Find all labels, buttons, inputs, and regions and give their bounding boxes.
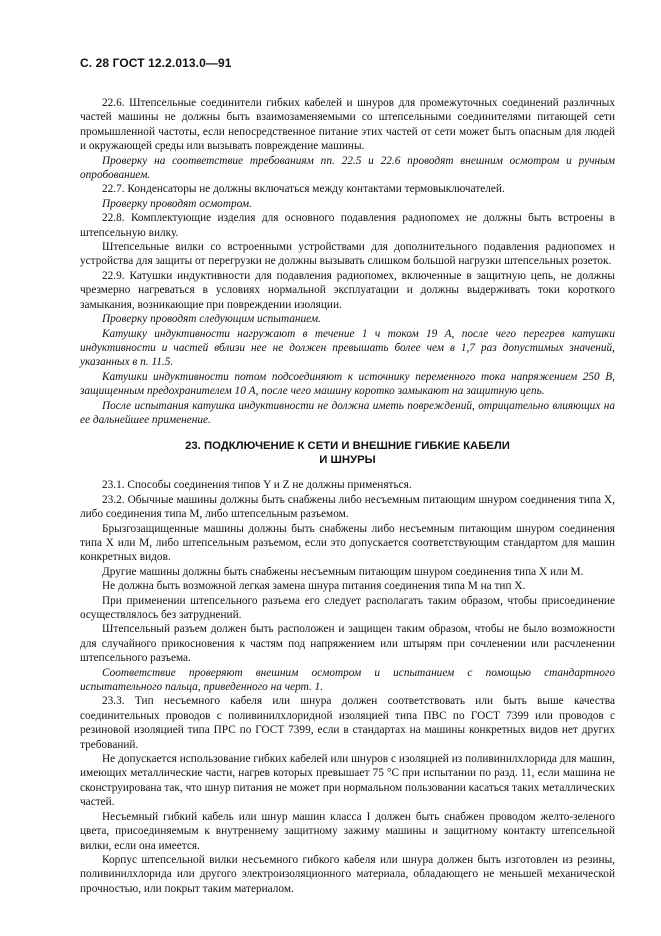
- paragraph: 22.8. Комплектующие изделия для основного подавления радиопомех не должны быть встроены в штепсельную вилку.: [80, 212, 615, 239]
- paragraph: Брызгозащищенные машины должны быть снабжены либо несъемным питающим шнуром соединения типа X или M, либо штепсельным разъемом, если это допускается соответствующим стандартом для машин конкретных видов.: [80, 522, 615, 564]
- section-heading-line-1: 23. ПОДКЛЮЧЕНИЕ К СЕТИ И ВНЕШНИЕ ГИБКИЕ КАБЕЛИ: [185, 440, 510, 453]
- paragraph: При применении штепсельного разъема его следует располагать таким образом, чтобы присоединение осуществлялось без затруднений.: [80, 594, 615, 621]
- test-method-paragraph: Катушку индуктивности нагружают в течение 1 ч током 19 А, после чего перегрев катушки индуктивности и частей вблизи нее не должен превышать более чем в 1,7 раз допустимых значений, указанных в п. 11.5.: [80, 327, 615, 369]
- paragraph: 22.7. Конденсаторы не должны включаться между контактами термовыключателей.: [102, 183, 505, 196]
- paragraph: 23.3. Тип несъемного кабеля или шнура должен соответствовать или быть выше качества соединительных проводов с поливинилхлоридной изоляцией типа ПВС по ГОСТ 7399 или проводов с резиновой изоляцией типа ПРС по ГОСТ 7399, если в стандартах на машины конкретных видов нет других требований.: [80, 695, 615, 751]
- paragraph: 22.6. Штепсельные соединители гибких кабелей и шнуров для промежуточных соединений различных частей машины не должны быть взаимозаменяемыми со штепсельными соединителями питающей сети промышленной частоты, если непосредственное питание этих частей от сети может быть опасным для людей и окружающей среды или вызывать повреждение машины.: [80, 97, 615, 153]
- section-heading-line-2: И ШНУРЫ: [319, 454, 376, 467]
- paragraph: Штепсельный разъем должен быть расположен и защищен таким образом, чтобы не было возможности для случайного прикосновения к частям под напряжением или штырям при сочленении или расчленении штепсельного разъема.: [80, 623, 615, 665]
- paragraph: Корпус штепсельной вилки несъемного гибкого кабеля или шнура должен быть изготовлен из резины, поливинилхлорида или другого электроизоляционного материала, обладающего не меньшей механической прочностью, или покрыт таким материалом.: [80, 853, 615, 895]
- document-body: [80, 96, 615, 896]
- paragraph: 23.2. Обычные машины должны быть снабжены либо несъемным питающим шнуром соединения типа X, либо соединения типа M, либо штепсельным разъемом.: [80, 493, 615, 521]
- paragraph: Не допускается использование гибких кабелей или шнуров с изоляцией из поливинилхлорида для машин, имеющих металлические части, нагрев которых превышает 75 °С при испытании по разд. 11, если машина не сконструирована так, что шнур питания не может при нормальном пользовании касаться таких металлических частей.: [80, 753, 615, 809]
- test-method-paragraph: Проверку проводят следующим испытанием.: [102, 313, 321, 326]
- paragraph: 23.1. Способы соединения типов Y и Z не должны применяться.: [102, 479, 412, 492]
- test-method-paragraph: Проверку проводят осмотром.: [102, 197, 252, 210]
- section-heading: [80, 439, 615, 467]
- test-method-paragraph: Соответствие проверяют внешним осмотром и испытанием с помощью стандартного испытательного пальца, приведенного на черт. 1.: [80, 666, 615, 694]
- paragraph: Другие машины должны быть снабжены несъемным питающим шнуром соединения типа X или M.: [102, 565, 584, 578]
- paragraph: Не должна быть возможной легкая замена шнура питания соединения типа M на тип X.: [102, 580, 526, 593]
- paragraphs-22: [80, 96, 615, 427]
- test-method-paragraph: Катушки индуктивности потом подсоединяют к источнику переменного тока напряжением 250 В, защищенным предохранителем 10 А, после чего машину коротко замыкают на защитную цепь.: [80, 370, 615, 398]
- page-header: С. 28 ГОСТ 12.2.013.0—91: [80, 56, 232, 70]
- paragraph: Штепсельные вилки со встроенными устройствами для дополнительного подавления радиопомех и устройства для защиты от перегрузки не должны вызывать слишком большой нагрузки штепсельных розеток.: [80, 241, 615, 268]
- paragraph: 22.9. Катушки индуктивности для подавления радиопомех, включенные в защитную цепь, не должны чрезмерно нагреваться в условиях нормальной эксплуатации и должны выдерживать токи короткого замыкания, возникающие при повреждении изоляции.: [80, 269, 615, 311]
- test-method-paragraph: После испытания катушка индуктивности не должна иметь повреждений, отрицательно влияющих на ее дальнейшее применение.: [80, 399, 615, 426]
- paragraphs-23: [80, 478, 615, 896]
- test-method-paragraph: Проверку на соответствие требованиям пп. 22.5 и 22.6 проводят внешним осмотром и ручным опробованием.: [80, 154, 615, 182]
- paragraph: Несъемный гибкий кабель или шнур машин класса I должен быть снабжен проводом желто-зеленого цвета, присоединяемым к внутреннему защитному зажиму машины и защитному контакту штепсельной вилки, если она имеется.: [80, 810, 615, 852]
